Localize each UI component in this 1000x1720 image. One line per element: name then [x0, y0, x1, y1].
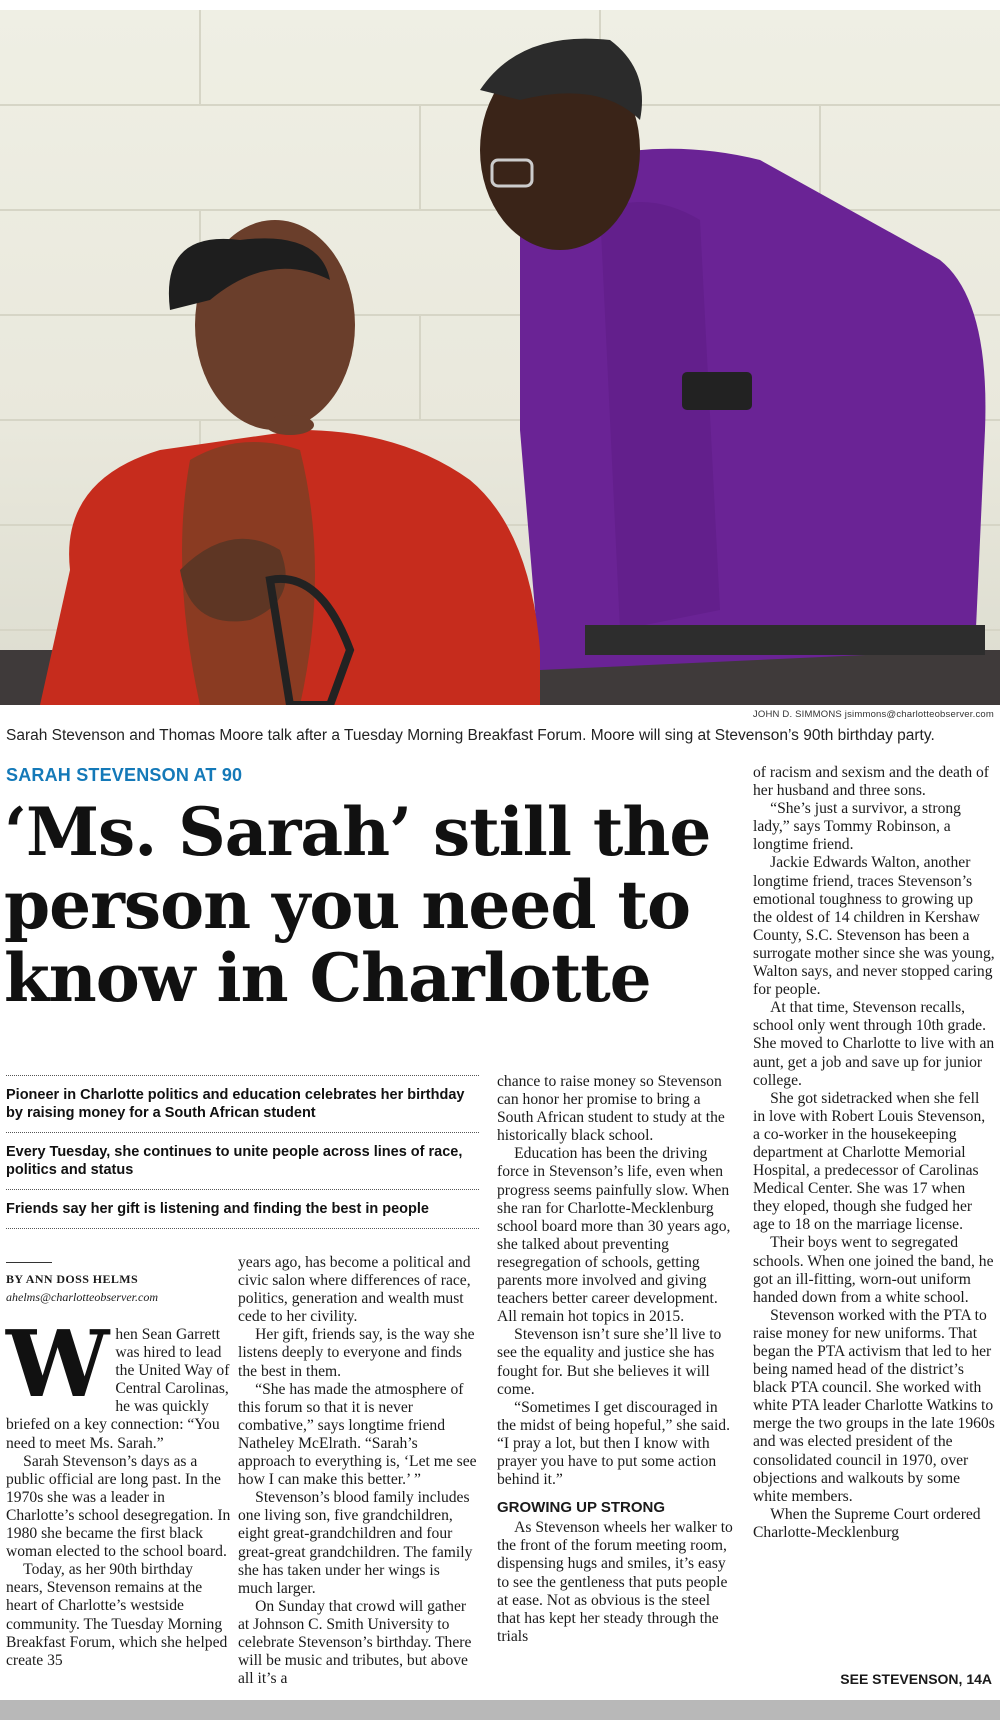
paragraph: Stevenson worked with the PTA to raise money for new uniforms. That began the PTA activism that led to her being named head of the district’s black PTA council. She worked with white PTA leader Charlotte Watkins to merge the two groups in the late 1960s and was elected president of the consolidated council in 1970, over objections and walkouts by some white members. — [753, 1306, 995, 1505]
paragraph: When the Supreme Court ordered Charlotte-Mecklenburg — [753, 1505, 981, 1541]
jump-line: SEE STEVENSON, 14A — [840, 1671, 992, 1687]
article-column-1 — [6, 1310, 231, 1670]
photo-credit: JOHN D. SIMMONS jsimmons@charlotteobserver.com — [752, 709, 994, 720]
paragraph: hen Sean Garrett was hired to lead the United Way of Central Carolinas, he was quickly briefed on a key connection: “You need to meet Ms. Sarah.” — [6, 1326, 230, 1452]
paragraph: Stevenson’s blood family includes one living son, five grandchildren, eight great-grandchildren and four great-great grandchildren. The family she has taken under her wings is much larger. — [238, 1489, 473, 1597]
headline: ‘Ms. Sarah’ still the person you need to know in Charlotte — [4, 793, 711, 1017]
paragraph: On Sunday that crowd will gather at Johnson C. Smith University to celebrate Stevenson’s birthday. There will be music and tributes, but above all it’s a — [238, 1597, 472, 1688]
paragraph: Jackie Edwards Walton, another longtime friend, traces Stevenson’s emotional toughness to growing up the oldest of 14 children in Kershaw County, S.C. Stevenson has been a surrogate mother since she was young, Walton says, and never stopped caring for people. — [753, 854, 995, 999]
paragraph: Education has been the driving force in Stevenson’s life, even when progress seems painfully slow. When she ran for Charlotte-Mecklenburg school board more than 30 years ago, she talked about preventing resegregation of schools, getting parents more involved and giving teachers better career development. All remain hot topics in 2015. — [497, 1145, 731, 1326]
paragraph: Their boys went to segregated schools. When one joined the band, he got an ill-fitting, worn-out uniform handed down from a white school. — [753, 1234, 994, 1306]
byline-rule — [6, 1262, 52, 1263]
paragraph: Stevenson isn’t sure she’ll live to see the equality and justice she has fought for. But she believes it will come. — [497, 1326, 722, 1398]
subhead: GROWING UP STRONG — [497, 1499, 666, 1517]
photo-caption: Sarah Stevenson and Thomas Moore talk after a Tuesday Morning Breakfast Forum. Moore will sing at Stevenson’s 90th birthday party. — [6, 727, 935, 744]
paragraph: of racism and sexism and the death of her husband and three sons. — [753, 764, 990, 800]
article-column-3 — [497, 1073, 737, 1646]
article-photo — [0, 10, 1000, 705]
paragraph: “Sometimes I get discouraged in the midst of being hopeful,” she said. “I pray a lot, but then I know with prayer you have to put some action behind it.” — [497, 1398, 730, 1489]
drop-cap: W — [6, 1310, 110, 1418]
paragraph: “She has made the atmosphere of this forum so that it is never combative,” says longtime friend Natheley McElrath. “Sarah’s approach to everything is, ‘Let me see how I can make this better.’ ” — [238, 1380, 477, 1489]
paragraph: Sarah Stevenson’s days as a public official are long past. In the 1970s she was a leader in Charlotte’s school desegregation. In 1980 she became the first black woman elected to the school board. — [6, 1452, 231, 1561]
kicker: SARAH STEVENSON AT 90 — [6, 765, 243, 785]
byline: BY ANN DOSS HELMS — [6, 1272, 139, 1286]
paragraph: Her gift, friends say, is the way she listens deeply to everyone and finds the best in them. — [238, 1326, 475, 1380]
article-column-2 — [238, 1254, 478, 1688]
paragraph: years ago, has become a political and civic salon where differences of race, politics, generation and wealth must cede to her civility. — [238, 1254, 471, 1326]
paragraph: She got sidetracked when she fell in love with Robert Louis Stevenson, a co-worker in the housekeeping department at Charlotte Memorial Hospital, a predecessor of Carolinas Medical Center. She was 17 when they eloped, though she fudged her age to 18 on the marriage license. — [753, 1089, 986, 1234]
deck-item: Every Tuesday, she continues to unite people across lines of race, politics and status — [6, 1132, 479, 1189]
paragraph: At that time, Stevenson recalls, school only went through 10th grade. She moved to Charlotte to live with an aunt, get a job and save up for junior college. — [753, 999, 995, 1089]
deck-item: Friends say her gift is listening and finding the best in people — [6, 1189, 479, 1229]
paragraph: Today, as her 90th birthday nears, Stevenson remains at the heart of Charlotte’s westside community. The Tuesday Morning Breakfast Forum, which she helped create 35 — [6, 1561, 228, 1669]
photo-illustration — [0, 10, 1000, 705]
paragraph: As Stevenson wheels her walker to the front of the forum meeting room, dispensing hugs and smiles, it’s easy to see the gentleness that puts people at ease. Not as obvious is the steel that has kept her steady through the trials — [497, 1519, 733, 1645]
page-bottom-bar — [0, 1700, 1000, 1720]
deck-list — [6, 1075, 479, 1229]
deck-item: Pioneer in Charlotte politics and education celebrates her birthday by raising money for a South African student — [6, 1075, 479, 1132]
author-email: ahelms@charlotteobserver.com — [6, 1290, 159, 1304]
paragraph: chance to raise money so Stevenson can honor her promise to bring a South African student to study at the historically black school. — [497, 1073, 725, 1145]
article-column-4 — [753, 764, 995, 1542]
paragraph: “She’s just a survivor, a strong lady,” says Tommy Robinson, a longtime friend. — [753, 800, 961, 854]
